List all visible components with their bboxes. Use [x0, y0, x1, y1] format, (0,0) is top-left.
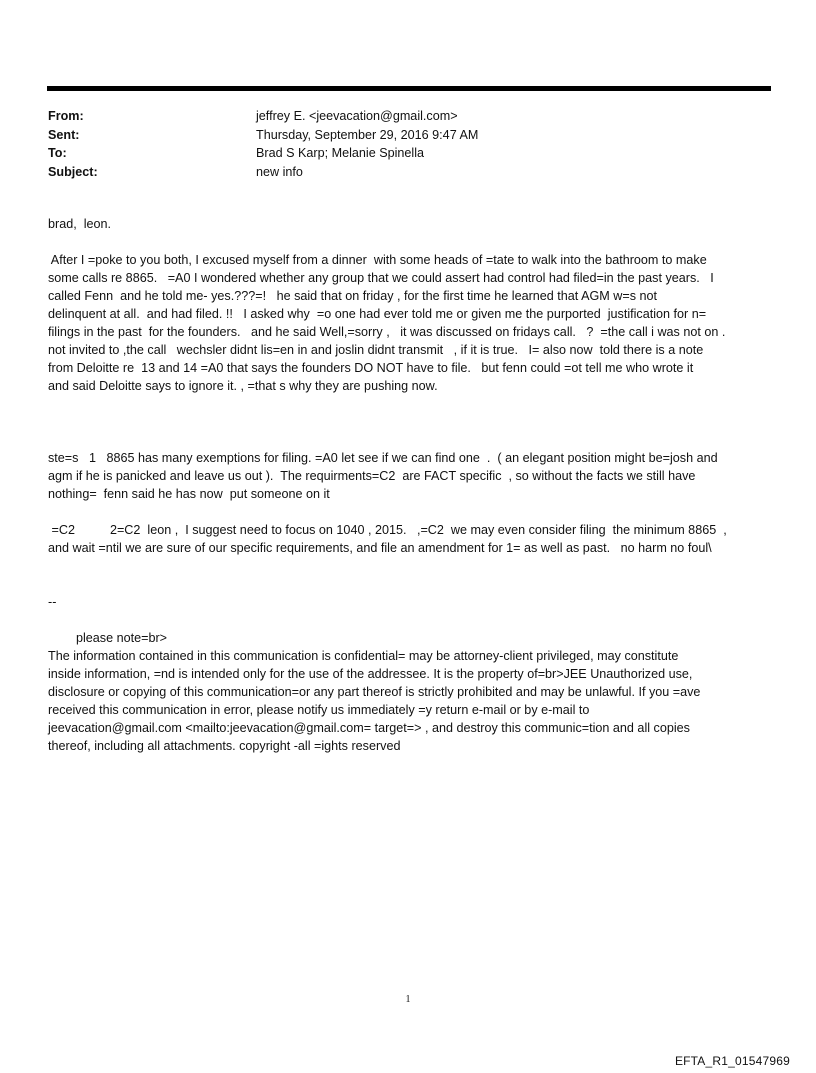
- from-row: [48, 107, 768, 126]
- disclaimer-line: received this communication in error, please notify us immediately =y return e-mail or by e-mail to: [48, 703, 590, 717]
- email-header: [48, 107, 768, 181]
- paragraph-line: =C2 2=C2 leon , I suggest need to focus on 1040 , 2015. ,=C2 we may even consider filing the minimum 8865 ,: [48, 523, 727, 537]
- paragraph-line: not invited to ,the call wechsler didnt lis=en in and joslin didnt transmit , if it is true. I= also now told there is a note: [48, 343, 704, 357]
- email-body: [48, 215, 770, 755]
- sent-row: [48, 126, 768, 145]
- bates-number: EFTA_R1_01547969: [674, 1054, 790, 1068]
- paragraph-line: agm if he is panicked and leave us out ). The requirments=C2 are FACT specific , so without the facts we still have: [48, 469, 696, 483]
- sent-label: Sent:: [48, 127, 80, 142]
- paragraph-1: [48, 251, 770, 395]
- spacer: [48, 431, 770, 449]
- paragraph-line: delinquent at all. and had filed. !! I asked why =o one had ever told me or given me the purported justification for n=: [48, 307, 707, 321]
- signature-separator: --: [48, 595, 57, 609]
- disclaimer-line: jeevacation@gmail.com <mailto:jeevacation@gmail.com= target=> , and destroy this communic=tion and all copies: [48, 721, 690, 735]
- spacer: [48, 413, 770, 431]
- paragraph-line: nothing= fenn said he has now put someone on it: [48, 487, 330, 501]
- to-value: Brad S Karp; Melanie Spinella: [256, 146, 425, 160]
- paragraph-line: and wait =ntil we are sure of our specific requirements, and file an amendment for 1= as well as past. no harm no foul\: [48, 541, 712, 555]
- spacer: [48, 611, 770, 629]
- subject-value: new info: [256, 164, 303, 179]
- signature-note: please note=br>: [48, 631, 168, 645]
- sent-value: Thursday, September 29, 2016 9:47 AM: [256, 127, 479, 142]
- from-value: jeffrey E. <jeevacation@gmail.com>: [256, 109, 458, 123]
- spacer: [48, 575, 770, 593]
- spacer: [48, 395, 770, 413]
- header-rule: [47, 86, 771, 91]
- spacer: [48, 503, 770, 521]
- disclaimer-line: thereof, including all attachments. copyright -all =ights reserved: [48, 739, 401, 753]
- greeting: brad, leon.: [48, 217, 112, 231]
- disclaimer-line: inside information, =nd is intended only for the use of the addressee. It is the property of=br>JEE Unauthorized use,: [48, 667, 693, 681]
- spacer: [48, 233, 770, 251]
- to-label: To:: [48, 146, 67, 160]
- paragraph-line: some calls re 8865. =A0 I wondered whether any group that we could assert had control had filed=in the past years. I: [48, 271, 714, 285]
- from-label: From:: [48, 109, 84, 123]
- spacer: [48, 557, 770, 575]
- subject-label: Subject:: [48, 164, 98, 179]
- disclaimer-line: disclosure or copying of this communication=or any part thereof is strictly prohibited and may be unlawful. If you =ave: [48, 685, 701, 699]
- paragraph-2: [48, 449, 770, 503]
- subject-row: [48, 163, 768, 182]
- disclaimer: [48, 647, 770, 755]
- paragraph-line: and said Deloitte says to ignore it. , =that s why they are pushing now.: [48, 379, 438, 393]
- paragraph-line: from Deloitte re 13 and 14 =A0 that says the founders DO NOT have to file. but fenn could =ot tell me who wrote it: [48, 361, 694, 375]
- paragraph-line: ste=s 1 8865 has many exemptions for filing. =A0 let see if we can find one . ( an elegant position might be=josh and: [48, 451, 718, 465]
- to-row: [48, 144, 768, 163]
- page-number: 1: [405, 994, 411, 1005]
- disclaimer-line: The information contained in this communication is confidential= may be attorney-client privileged, may constitute: [48, 649, 679, 663]
- paragraph-3: [48, 521, 770, 557]
- paragraph-line: After I =poke to you both, I excused myself from a dinner with some heads of =tate to walk into the bathroom to make: [48, 253, 707, 267]
- paragraph-line: called Fenn and he told me- yes.???=! he said that on friday , for the first time he learned that AGM w=s not: [48, 289, 658, 303]
- paragraph-line: filings in the past for the founders. and he said Well,=sorry , it was discussed on fridays call. ? =the call i was not on .: [48, 325, 726, 339]
